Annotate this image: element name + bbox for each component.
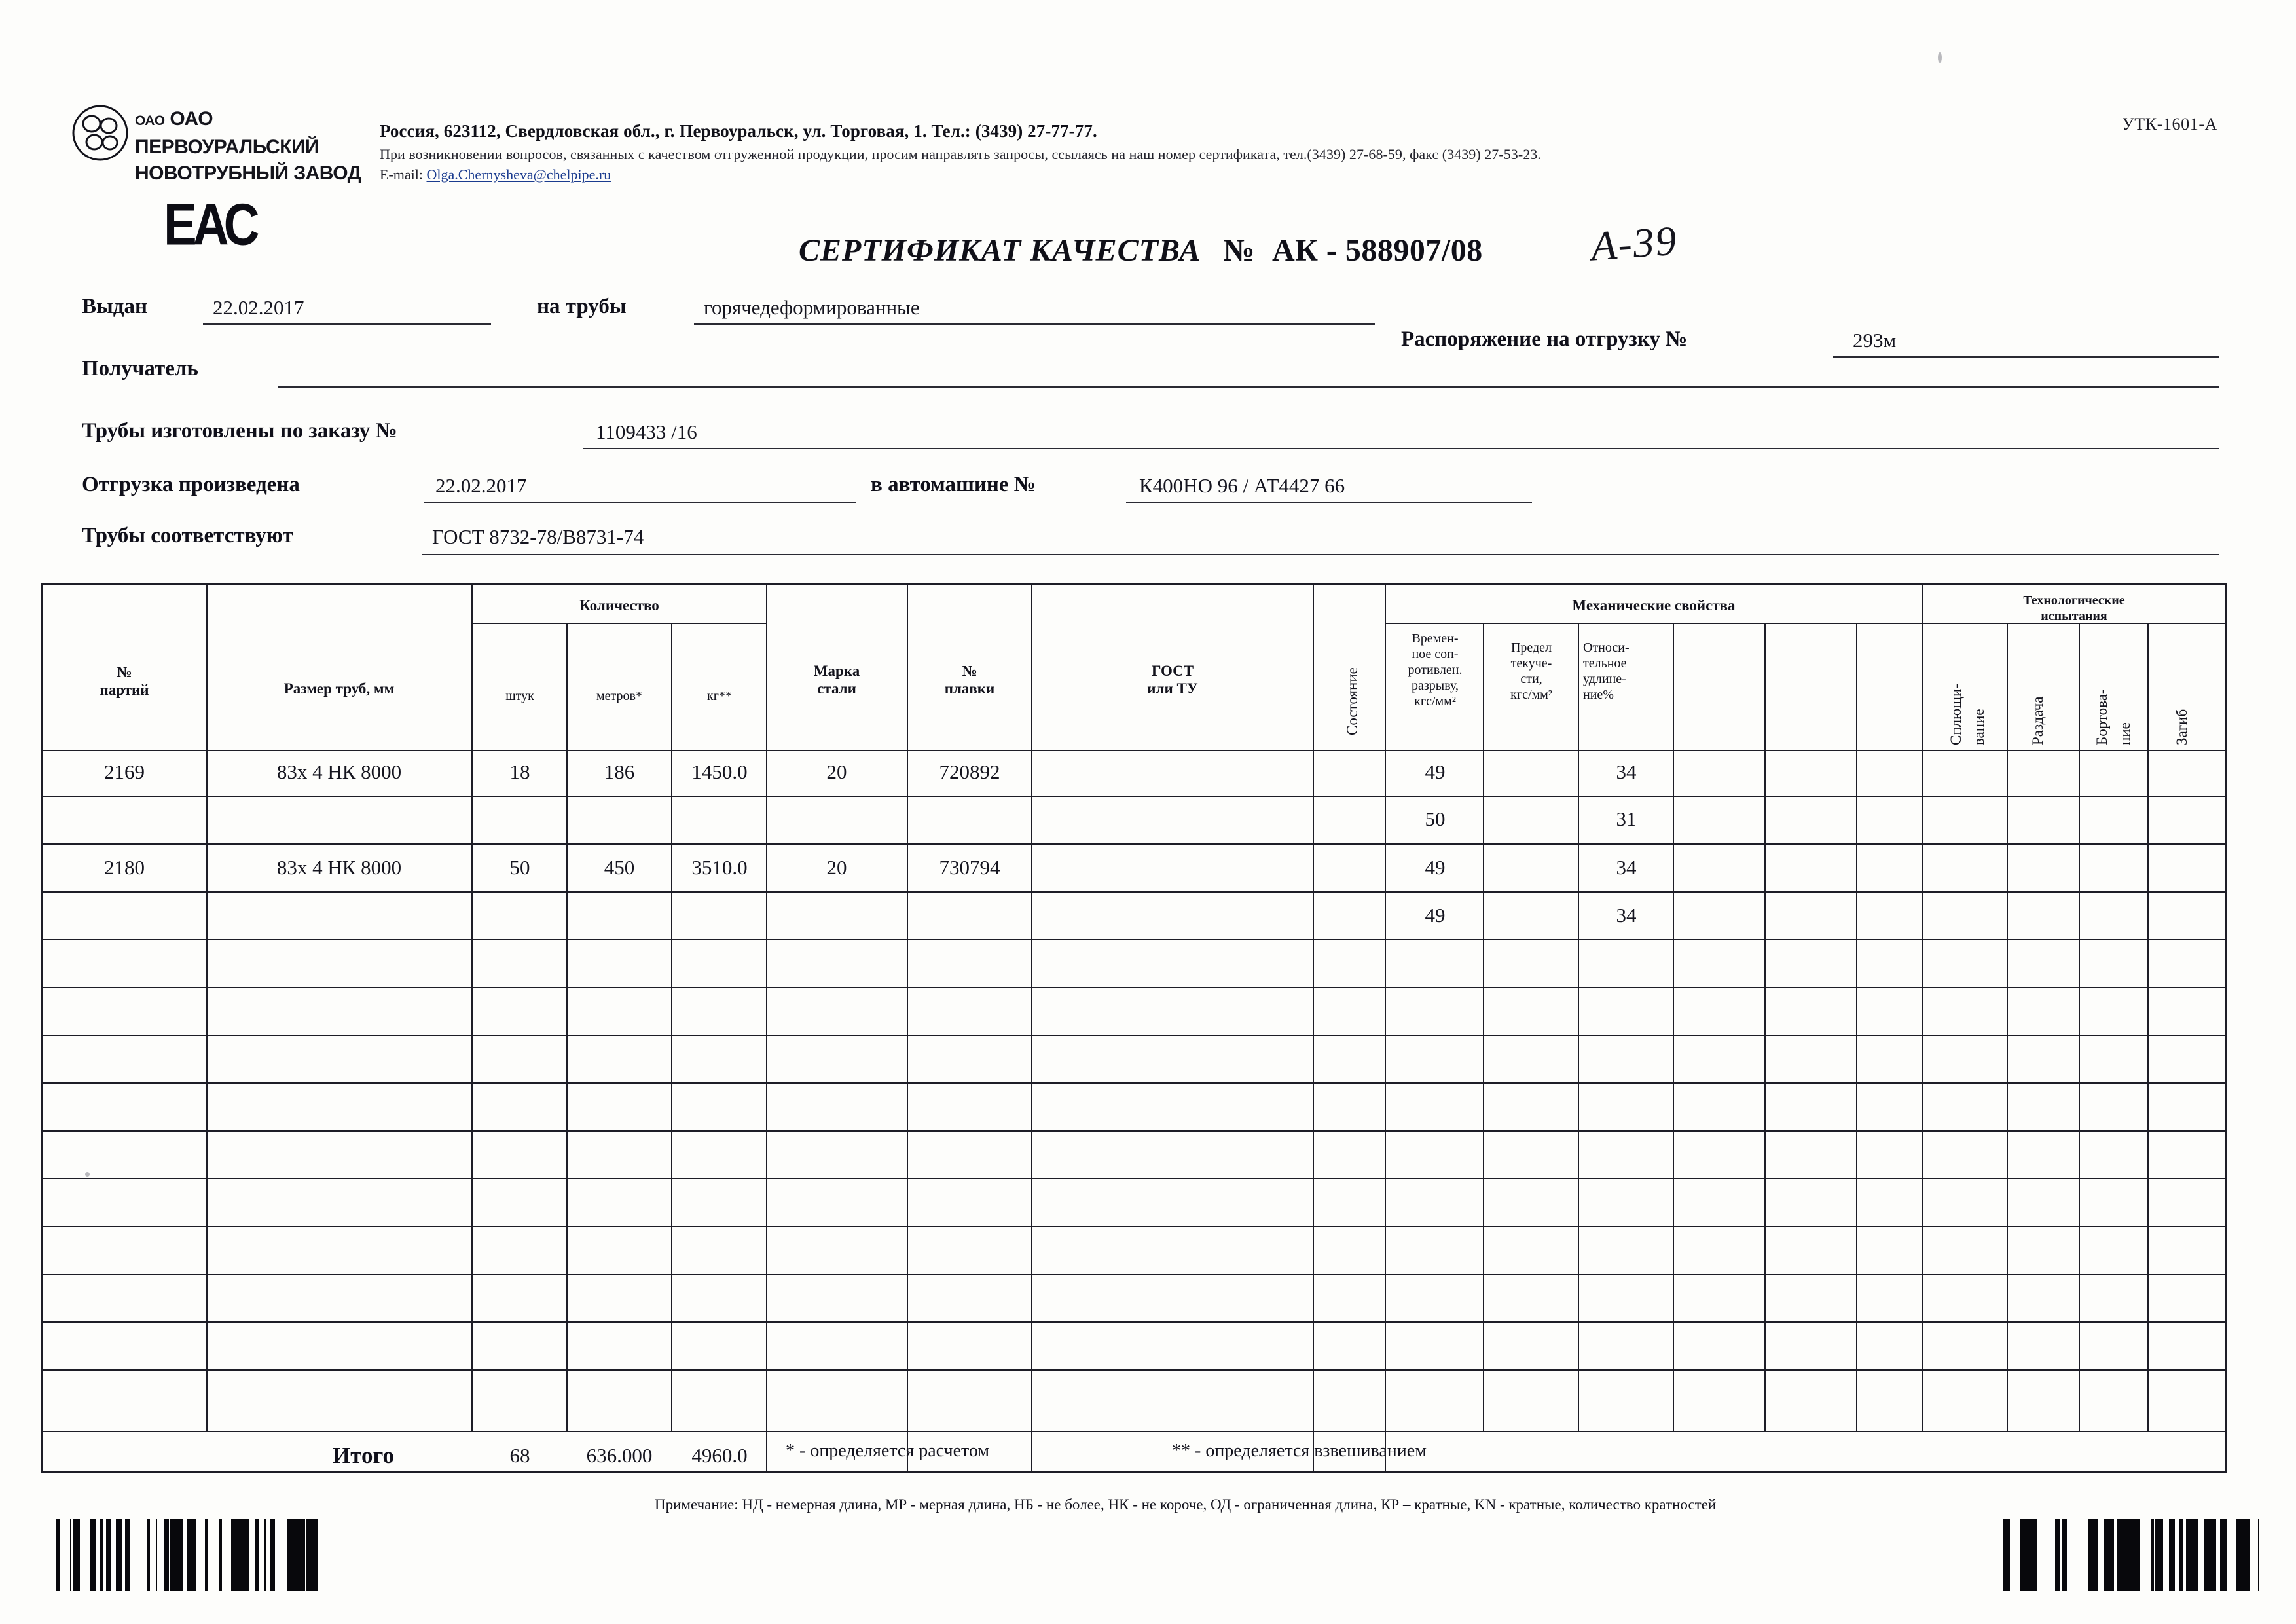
header-lot: № партий bbox=[100, 664, 149, 698]
row-rule-6 bbox=[43, 1035, 2225, 1036]
row-rule-1 bbox=[43, 796, 2225, 797]
header-flatten: Сплющи- bbox=[1948, 684, 1964, 745]
col-sep-14 bbox=[1856, 623, 1857, 1431]
col-sep-10 bbox=[1483, 623, 1484, 1431]
eac-conformity-mark: ЕАС bbox=[164, 192, 256, 258]
header-gost: ГОСТ или ТУ bbox=[1147, 663, 1198, 697]
document-number: АК - 588907/08 bbox=[1271, 233, 1483, 268]
table-row: 2169 bbox=[104, 760, 145, 783]
row-rule-4 bbox=[43, 939, 2225, 940]
table-row: 720892 bbox=[939, 760, 1000, 783]
pipes-rule bbox=[694, 323, 1375, 325]
col-sep-7 bbox=[1031, 585, 1032, 1471]
col-sep-5 bbox=[766, 585, 767, 1471]
standard-label: Трубы соответствуют bbox=[82, 524, 293, 547]
shipment-value: 22.02.2017 bbox=[435, 474, 527, 497]
table-row: 34 bbox=[1616, 760, 1637, 783]
company-form-label: ОАО bbox=[135, 113, 165, 128]
document-title-text: СЕРТИФИКАТ КАЧЕСТВА bbox=[799, 233, 1201, 268]
col-sep-16 bbox=[2007, 623, 2008, 1431]
issued-label: Выдан bbox=[82, 295, 147, 318]
vehicle-label: в автомашине № bbox=[871, 473, 1036, 496]
table-row: 50 bbox=[509, 856, 530, 879]
row-rule-3 bbox=[43, 891, 2225, 893]
table-row: 20 bbox=[826, 760, 847, 783]
table-row: 730794 bbox=[939, 856, 1000, 879]
table-row: 20 bbox=[826, 856, 847, 879]
shipment-label: Отгрузка произведена bbox=[82, 473, 300, 496]
row-rule-5 bbox=[43, 987, 2225, 988]
table-row: 31 bbox=[1616, 807, 1637, 830]
document-title bbox=[799, 232, 1483, 268]
header-condition: Состояние bbox=[1344, 667, 1360, 735]
issued-rule bbox=[203, 323, 491, 325]
table-row: 83х 4 НК 8000 bbox=[276, 760, 402, 783]
totals-top-rule bbox=[43, 1431, 2225, 1432]
row-rule-2 bbox=[43, 843, 2225, 845]
table-row: 2180 bbox=[104, 856, 145, 879]
col-sep-1 bbox=[206, 585, 208, 1431]
col-sep-2 bbox=[471, 585, 473, 1431]
table-note: Примечание: НД - немерная длина, МР - мерная длина, НБ - не более, НК - не короче, ОД - ограниченная длина, КР – кратные, KN - кратные, количество кратностей bbox=[655, 1496, 1717, 1513]
form-code: УТК-1601-А bbox=[2122, 115, 2217, 134]
table-row: 49 bbox=[1425, 856, 1446, 879]
table-row: 49 bbox=[1425, 760, 1446, 783]
order-label: Трубы изготовлены по заказу № bbox=[82, 419, 397, 443]
email-label: E-mail: bbox=[380, 166, 423, 183]
col-sep-11 bbox=[1578, 623, 1579, 1431]
table-row: 18 bbox=[509, 760, 530, 783]
footnote-single-star: * - определяется расчетом bbox=[786, 1441, 990, 1461]
col-sep-12 bbox=[1673, 623, 1674, 1431]
header-size: Размер труб, мм bbox=[283, 680, 395, 697]
header-tensile: Времен- ное соп- ротивлен. разрыву, кгс/мм² bbox=[1408, 631, 1463, 709]
table-row: 34 bbox=[1616, 856, 1637, 879]
mech-group-rule bbox=[1385, 623, 1922, 624]
totals-pieces: 68 bbox=[509, 1444, 530, 1467]
header-qty-group: Количество bbox=[579, 597, 659, 614]
header-qty-kg: кг** bbox=[707, 689, 732, 703]
standard-rule bbox=[422, 554, 2219, 555]
header-flange: Бортова- bbox=[2094, 689, 2110, 745]
table-row: 1450.0 bbox=[691, 760, 748, 783]
table-row: 83х 4 НК 8000 bbox=[276, 856, 402, 879]
pipes-value: горячедеформированные bbox=[704, 296, 920, 319]
header-elongation: Относи- тельное удлине- ние% bbox=[1583, 640, 1630, 702]
company-address-block bbox=[380, 121, 1853, 183]
company-name-line2: НОВОТРУБНЫЙ ЗАВОД bbox=[135, 162, 361, 184]
table-row: 186 bbox=[604, 760, 635, 783]
header-flatten-2: вание bbox=[1971, 709, 1987, 745]
pipes-label: на трубы bbox=[537, 295, 627, 318]
header-flange-2: ние bbox=[2117, 722, 2133, 745]
col-sep-9 bbox=[1385, 585, 1386, 1471]
header-bottom-rule bbox=[43, 750, 2225, 751]
totals-label: Итого bbox=[333, 1443, 394, 1468]
company-email[interactable]: Olga.Chernysheva@chelpipe.ru bbox=[426, 166, 611, 183]
barcode-left bbox=[56, 1519, 318, 1591]
header-qty-pieces: штук bbox=[505, 689, 534, 703]
order-rule bbox=[583, 448, 2219, 449]
document-number-label: № bbox=[1223, 233, 1255, 268]
col-sep-13 bbox=[1764, 623, 1766, 1431]
col-sep-3 bbox=[566, 623, 568, 1431]
scan-artifact bbox=[1938, 52, 1942, 63]
footnote-double-star: ** - определяется взвешиванием bbox=[1172, 1441, 1427, 1461]
row-rule-11 bbox=[43, 1274, 2225, 1275]
company-name-line1: ОАО ПЕРВОУРАЛЬСКИЙ bbox=[135, 108, 319, 158]
header-steel: Марка стали bbox=[813, 663, 860, 697]
company-logo bbox=[72, 105, 380, 184]
shipment-rule bbox=[424, 502, 856, 503]
col-sep-6 bbox=[907, 585, 908, 1471]
col-sep-8 bbox=[1313, 585, 1314, 1471]
table-row: 50 bbox=[1425, 807, 1446, 830]
col-sep-15 bbox=[1922, 585, 1923, 1431]
certificate-table bbox=[41, 583, 2227, 1473]
header-tech-group: Технологические испытания bbox=[2023, 593, 2125, 623]
shipping-order-value: 293м bbox=[1853, 329, 1897, 352]
row-rule-13 bbox=[43, 1369, 2225, 1371]
vehicle-rule bbox=[1126, 502, 1532, 503]
row-rule-7 bbox=[43, 1082, 2225, 1084]
company-note: При возникновении вопросов, связанных с качеством отгруженной продукции, просим направлять запросы, ссылаясь на наш номер сертификата, тел.(3439) 27-68-59, факс (3439) 27-53-23. bbox=[380, 146, 1541, 162]
header-qty-meters: метров* bbox=[596, 689, 642, 703]
shipping-order-label: Распоряжение на отгрузку № bbox=[1401, 327, 1688, 351]
barcode-right bbox=[2003, 1519, 2265, 1591]
qty-group-rule bbox=[471, 623, 766, 624]
col-sep-4 bbox=[671, 623, 672, 1431]
row-rule-12 bbox=[43, 1321, 2225, 1323]
table-row: 34 bbox=[1616, 904, 1637, 927]
col-sep-17 bbox=[2079, 623, 2080, 1431]
row-rule-9 bbox=[43, 1178, 2225, 1179]
header-yield: Предел текуче- сти, кгс/мм² bbox=[1510, 640, 1552, 702]
pntz-logo-icon bbox=[72, 105, 128, 161]
issued-value: 22.02.2017 bbox=[213, 296, 304, 319]
header-bend: Загиб bbox=[2174, 709, 2190, 745]
header-expand: Раздача bbox=[2030, 696, 2046, 745]
vehicle-value: К400НО 96 / АТ4427 66 bbox=[1139, 474, 1345, 497]
scan-artifact bbox=[85, 1172, 90, 1177]
table-row: 3510.0 bbox=[691, 856, 748, 879]
col-sep-18 bbox=[2147, 623, 2149, 1431]
order-value: 1109433 /16 bbox=[596, 420, 697, 443]
totals-meters: 636.000 bbox=[586, 1444, 653, 1467]
table-row: 450 bbox=[604, 856, 635, 879]
company-email-line bbox=[380, 166, 1853, 183]
company-logo-text bbox=[135, 106, 380, 187]
header-mech-group: Механические свойства bbox=[1572, 597, 1736, 614]
totals-kg: 4960.0 bbox=[691, 1444, 748, 1467]
company-address: Россия, 623112, Свердловская обл., г. Первоуральск, ул. Торговая, 1. Тел.: (3439) 27-77-77. bbox=[380, 121, 1097, 141]
handwritten-annotation: А-39 bbox=[1589, 217, 1679, 270]
recipient-rule bbox=[278, 386, 2219, 388]
row-rule-10 bbox=[43, 1226, 2225, 1227]
recipient-label: Получатель bbox=[82, 357, 198, 380]
header-heat: № плавки bbox=[944, 663, 995, 697]
row-rule-8 bbox=[43, 1130, 2225, 1132]
standard-value: ГОСТ 8732-78/В8731-74 bbox=[432, 525, 644, 548]
table-row: 49 bbox=[1425, 904, 1446, 927]
shipping-order-rule bbox=[1833, 356, 2219, 358]
